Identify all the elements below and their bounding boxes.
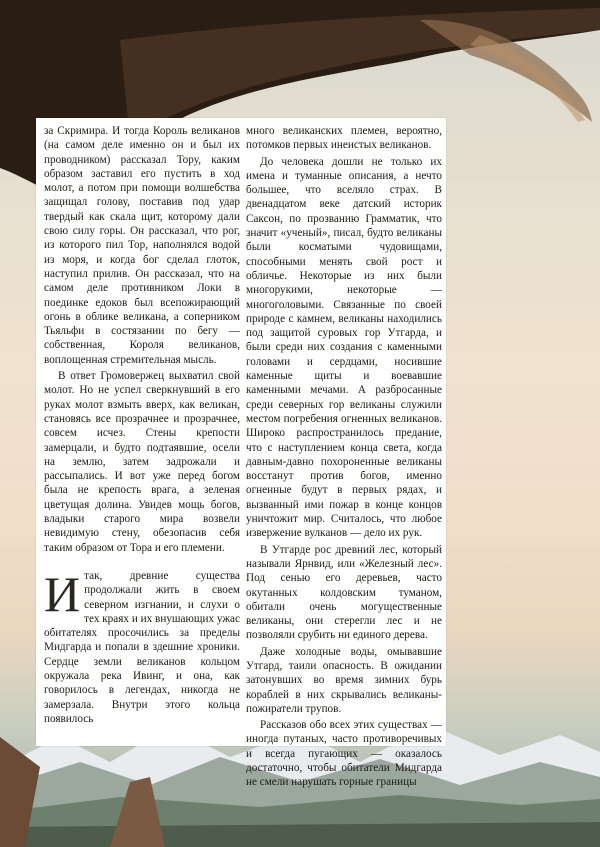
paragraph-text: так, древние существа продолжали жить в своем северном изгнании, и слухи о тех краях и их внушающих ужас обитателях просочились за пределы Мидгарда и попали в здешние хроники. Сердце земли великанов кольцом окружала река Ивинг, и она, как говорилось в легендах, никогда не замерзала. Внутри этого кольца появилось: [44, 569, 240, 725]
paragraph: Рассказов обо всех этих существах — иногда путаных, часто противоречивых и всегда пугающих — оказалось достаточно, чтобы обитатели Мидгарда не смели нарушать горные границы: [246, 719, 442, 789]
paragraph: До человека дошли не только их имена и туманные описания, а нечто большее, что вселяло страх. В двенадцатом веке датский историк Саксон, по прозванию Грамматик, что значит «ученый», писал, будто великаны были косматыми чудовищами, способными менять свой рост и обличье. Некоторые из них были многорукими, некоторые — многоголовыми. Связанные по своей природе с камнем, великаны находились под защитой суровых гор Утгарда, и были среди них создания с каменными головами и сердцами, носившие каменные щиты и воевавшие каменными мечами. А разбросанные среди северных гор великаны служили местом погребения огненных великанов. Широко распространилось предание, что с наступлением конца света, когда давным-давно похороненные великаны восстанут против богов, именно огненные будут в первых рядах, и вызванный ими пожар в конце концов уничтожит мир. Считалось, что любое извержение вулканов — дело их рук.: [246, 155, 442, 540]
paragraph: много великанских племен, вероятно, потомков первых инеистых великанов.: [246, 125, 442, 152]
right-text-column: [246, 124, 442, 792]
paragraph: за Скримира. И тогда Король великанов (на самом деле именно он и был их проводником) рассказал Тору, каким образом заставил его пустить в ход молот, а потом при помощи волшебства защищал голову, поставив под удар твердый как скала щит, которому дали свою силу горы. Он рассказал, что рог, из которого пил Тор, наполнялся водой из моря, и когда бог сделал глоток, наступил прилив. Он рассказал, что на самом деле противником Локи в поединке едоков был всепожирающий огонь в облике великана, а соперником Тьяльфи в состязании по бегу — собственная, Короля великанов, воплощенная стремительная мысль.: [44, 125, 240, 366]
paragraph-with-drop-cap: [44, 565, 240, 726]
left-text-column: [44, 124, 240, 728]
paragraph: В Утгарде рос древний лес, который называли Ярнвид, или «Железный лес». Под сенью его деревьев, часто окутанных колдовским туманом, обитали очень могущественные великаны, они стерегли лес и не позволяли срубить ни единого дерева.: [246, 543, 442, 642]
paragraph: В ответ Громовержец выхватил свой молот. Но не успел сверкнувший в его руках молот взмыть вверх, как великан, становясь все прозрачнее и прозрачнее, совсем исчез. Стены крепости замерцали, и будто подтаявшие, осели на землю, затем задрожали и рассыпались. И вот уже перед богом была не крепость врага, а зеленая цветущая долина. Увидев мощь богов, владыки старого мира возвели невидимую стену, обезопасив себя таким образом от Тора и его племени.: [44, 370, 240, 554]
drop-cap: И: [44, 565, 81, 622]
paragraph: Даже холодные воды, омывавшие Утгард, таили опасность. В ожидании затонувших во время зимних бурь кораблей в них скрывались великаны-пожиратели трупов.: [246, 645, 442, 715]
